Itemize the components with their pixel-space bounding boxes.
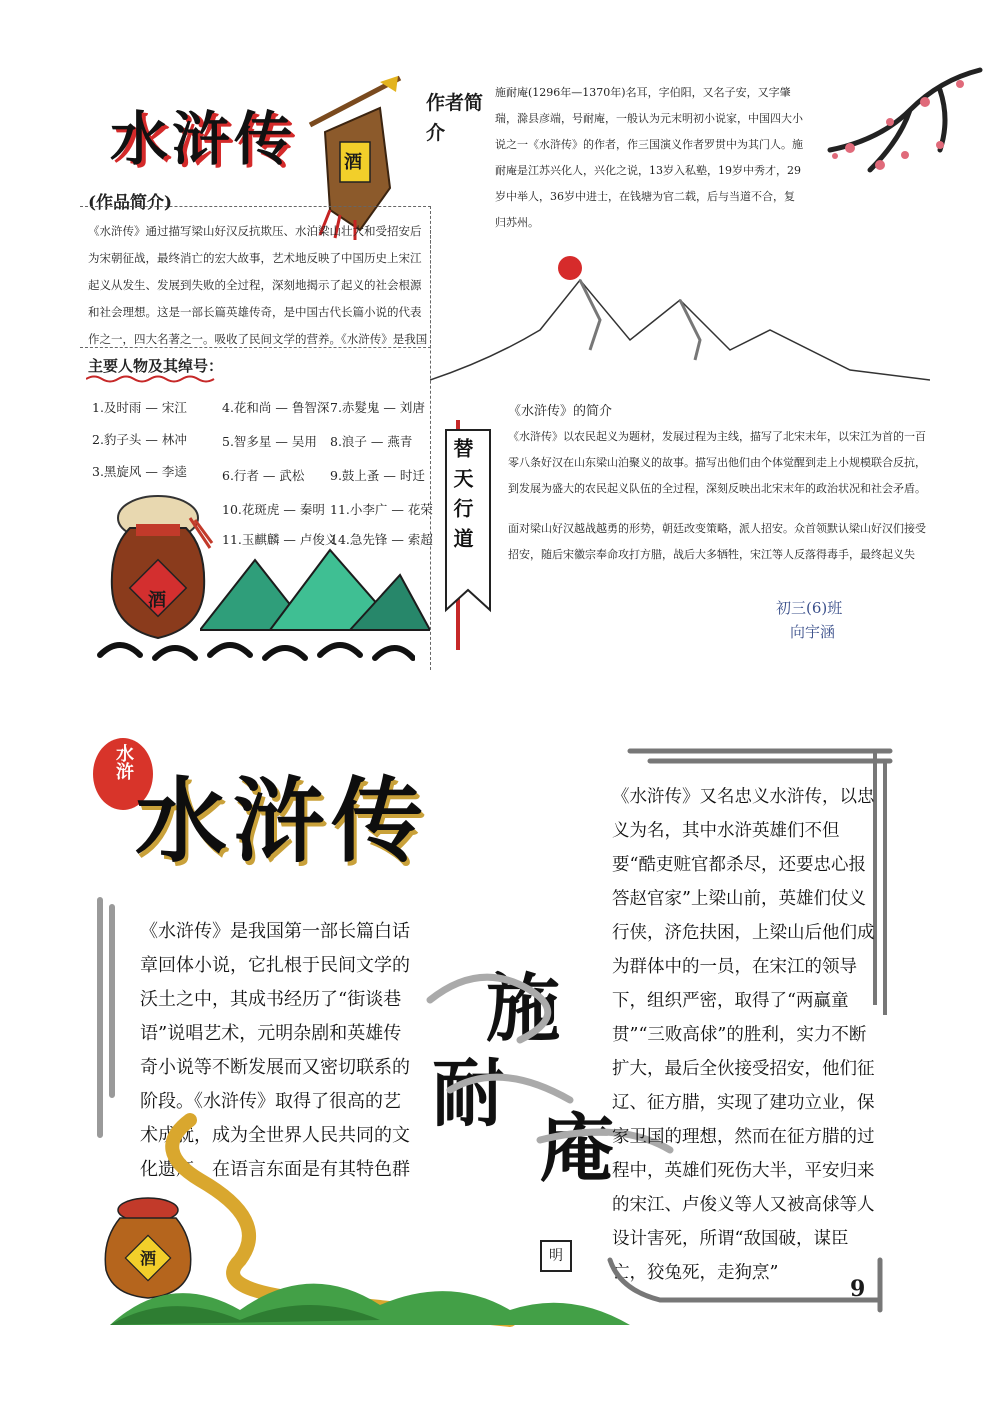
author-heading: 作者简介 <box>426 92 484 144</box>
handwritten-poster-1 <box>0 0 1000 690</box>
character-item: 2.豹子头 — 林冲 <box>92 432 187 447</box>
characters-heading: 主要人物及其绰号： <box>88 357 224 375</box>
character-item: 1.及时雨 — 宋江 <box>92 400 187 415</box>
plum-branch-illustration <box>790 60 990 190</box>
character-item: 5.智多星 — 吴用 <box>222 434 317 449</box>
summary-text-1: 《水浒传》以农民起义为题材，发展过程为主线，描写了北宋末年，以宋江为首的一百零八条好汉在山东梁山泊聚义的故事。描写出他们由个体觉醒到走上小规模联合反抗，到发展为盛大的农民起义队伍的全过程，深刻反映出北宋末年的政治状况和社会矛盾。 <box>508 430 926 495</box>
character-item: 9.鼓上蚤 — 时迁 <box>330 468 425 483</box>
character-item: 10.花斑虎 — 秦明 <box>222 502 325 517</box>
author-char-2: 耐 <box>432 1051 506 1137</box>
character-item: 7.赤髮鬼 — 刘唐 <box>330 400 425 415</box>
poster2-title: 水浒传 <box>135 767 430 875</box>
signature-name: 向宇涵 <box>790 623 836 641</box>
page-mark: 9 <box>850 1276 866 1302</box>
intro-heading: (作品简介) <box>88 193 173 213</box>
right-paragraph: 《水浒传》又名忠义水浒传，以忠义为名，其中水浒英雄们不但要“酷吏赃官都杀尽，还要忠心报答赵官家”上梁山前，英雄们仗义行侠，济危扶困，上梁山后他们成为群体中的一员，在宋江的领导下，组织严密，取得了“两赢童贯”“三败高俅”的胜利，实力不断扩大，最后全伙接受招安，他们征辽、征方腊，实现了建功立业，保家卫国的理想，然而在征方腊的过程中，英雄们死伤大半，平安归来的宋江、卢俊义等人又被高俅等人设计害死，所谓“敌国破，谋臣亡，狡兔死，走狗烹” <box>612 787 875 1283</box>
ink-waves <box>95 630 415 670</box>
small-seal: 明 <box>540 1240 572 1272</box>
character-item: 3.黑旋风 — 李逵 <box>92 464 187 479</box>
jar-2-char: 酒 <box>140 1249 157 1268</box>
flag-char: 酒 <box>344 152 362 173</box>
intro-heading-text: 作品简介 <box>96 193 165 213</box>
character-item: 11.玉麒麟 — 卢俊义 <box>222 532 338 547</box>
character-item: 8.浪子 — 燕青 <box>330 434 413 449</box>
summary-heading: 《水浒传》的简介 <box>508 404 613 419</box>
green-hills-bottom <box>110 1250 630 1330</box>
author-char-3: 庵 <box>540 1106 614 1192</box>
poster1-title: 水浒传 <box>110 105 297 173</box>
signature-class: 初三(6)班 <box>776 599 843 617</box>
author-text: 施耐庵(1296年—1370年)名耳，字伯阳，又名子安，又字肇瑞，滁县彦端，号耐庵，一般认为元末明初小说家，中国四大小说之一《水浒传》的作者，作三国演义作者罗贯中为其门人。施耐庵是江苏兴化人，兴化之说，13岁入私塾，19岁中秀才，29岁中举人，36岁中进士，在钱塘为官二载，后与当道不合，复归苏州。 <box>495 86 803 229</box>
seal-text: 水浒 <box>113 744 134 780</box>
ink-mountains-with-sun <box>430 250 930 400</box>
character-item: 6.行者 — 武松 <box>222 468 305 483</box>
summary-text-2: 面对梁山好汉越战越勇的形势，朝廷改变策略，派人招安。众首领默认梁山好汉们接受招安，随后宋徽宗奉命攻打方腊，战后大多牺牲，宋江等人反落得毒手，最终起义失 <box>508 522 926 561</box>
left-paragraph: 《水浒传》是我国第一部长篇白话章回体小说，它扎根于民间文学的沃土之中，其成书经历了“街谈巷语”说唱艺术，元明杂剧和英雄传奇小说等不断发展而又密切联系的阶段。《水浒传》取得了很高的艺术成就，成为全世界人民共同的文化遗产，在语言东面是有其特色群 <box>140 921 410 1180</box>
author-char-1: 施 <box>486 966 560 1052</box>
banner-text: 替天行道 <box>450 438 474 558</box>
jar-char: 酒 <box>148 590 166 611</box>
character-item: 11.小李广 — 花荣 <box>330 502 433 517</box>
character-item: 14.急先锋 — 索超 <box>330 532 433 547</box>
green-mountains <box>200 540 430 640</box>
character-item: 4.花和尚 — 鲁智深 <box>222 400 330 415</box>
intro-text: 《水浒传》通过描写梁山好汉反抗欺压、水泊梁山壮大和受招安后为宋朝征战，最终消亡的宏大故事，艺术地反映了中国历史上宋江起义从发生、发展到失败的全过程，深刻地揭示了起义的社会根源和社会理想。这是一部长篇英雄传奇，是中国古代长篇小说的代表作之一，四大名著之一。吸收了民间文学的营养。《水浒传》是我国 <box>88 224 428 346</box>
